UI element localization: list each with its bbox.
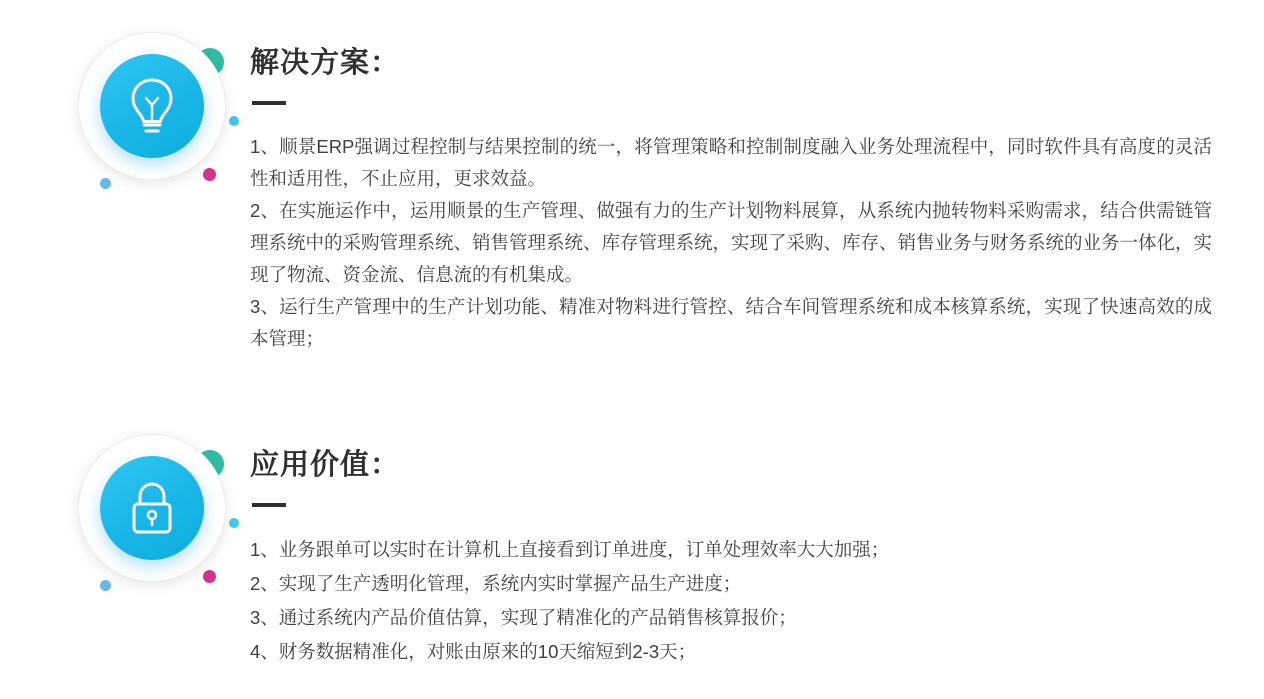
text-column-value (250, 420, 1264, 669)
lightbulb-icon (100, 54, 204, 158)
decor-dot-cyan (229, 116, 239, 126)
section-value (0, 420, 1264, 669)
heading-rule (252, 101, 286, 105)
paragraph: 4、财务数据精准化，对账由原来的10天缩短到2-3天； (250, 640, 697, 662)
text-column-solution (250, 18, 1264, 355)
paragraph: 2、实现了生产透明化管理，系统内实时掌握产品生产进度； (250, 572, 742, 594)
icon-cluster-value (0, 420, 250, 595)
paragraph: 2、在实施运作中，运用顺景的生产管理、做强有力的生产计划物料展算，从系统内抛转物料采购需求，结合供需链管理系统中的采购管理系统、销售管理系统、库存管理系统，实现了采购、库存、销售业务与财务系统的业务一体化，实现了物流、资金流、信息流的有机集成。 (250, 199, 1213, 285)
paragraph: 1、顺景ERP强调过程控制与结果控制的统一，将管理策略和控制制度融入业务处理流程中，同时软件具有高度的灵活性和适用性，不止应用，更求效益。 (250, 135, 1212, 189)
section-body-value (250, 533, 1212, 669)
section-solution (0, 18, 1264, 355)
decor-dot-cyan (229, 518, 239, 528)
section-body-solution (250, 131, 1212, 355)
decor-dot-pink (203, 168, 216, 181)
decor-dot-blue-light (100, 580, 111, 591)
icon-cluster-solution (0, 18, 250, 193)
section-heading-solution: 解决方案： (250, 47, 401, 79)
decor-dot-pink (203, 570, 216, 583)
paragraph: 3、运行生产管理中的生产计划功能、精准对物料进行管控、结合车间管理系统和成本核算系统，实现了快速高效的成本管理； (250, 295, 1212, 349)
heading-rule (252, 503, 286, 507)
lock-icon (100, 456, 204, 560)
paragraph: 1、业务跟单可以实时在计算机上直接看到订单进度，订单处理效率大大加强； (250, 538, 890, 560)
decor-dot-blue-light (100, 178, 111, 189)
paragraph: 3、通过系统内产品价值估算，实现了精准化的产品销售核算报价； (250, 606, 797, 628)
section-heading-value: 应用价值： (250, 449, 401, 481)
